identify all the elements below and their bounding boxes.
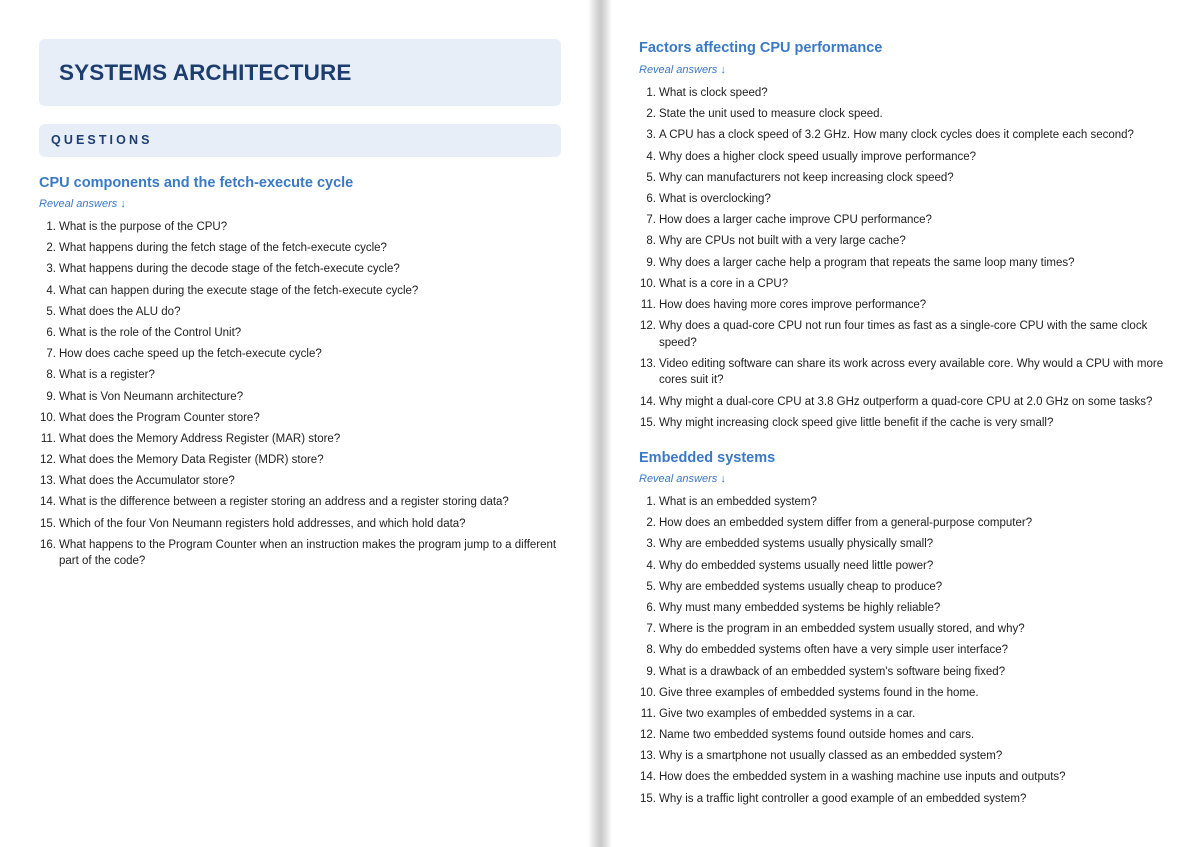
question-number: 2. [646,517,656,530]
question-item [39,473,561,490]
question-item [639,558,1169,575]
question-item [39,537,561,570]
question-item [39,219,561,236]
right-page [612,0,1200,847]
question-text: What is the role of the Control Unit? [59,326,242,339]
question-number: 12. [40,454,56,467]
question-number: 3. [646,538,656,551]
question-text: Why do embedded systems usually need little power? [659,559,934,572]
section-title-cpu-components: CPU components and the fetch-execute cycle [39,175,354,191]
question-item [639,297,1169,314]
question-number: 10. [40,411,56,424]
question-text: What is a core in a CPU? [659,277,789,290]
question-item [39,494,561,511]
question-text: Why do embedded systems often have a very simple user interface? [659,644,1009,657]
question-item [639,536,1169,553]
questions-heading: QUESTIONS [51,133,153,147]
question-text: A CPU has a clock speed of 3.2 GHz. How many clock cycles does it complete each second? [659,129,1134,142]
question-item [39,410,561,427]
question-number: 6. [46,326,56,339]
question-text: Why might increasing clock speed give little benefit if the cache is very small? [659,416,1054,429]
question-list-embedded-systems [639,494,1169,812]
question-text: Which of the four Von Neumann registers hold addresses, and which hold data? [59,517,466,530]
question-text: Where is the program in an embedded system usually stored, and why? [659,623,1025,636]
question-item [39,367,561,384]
question-number: 5. [46,305,56,318]
question-item [639,276,1169,293]
question-number: 8. [46,369,56,382]
question-number: 13. [640,750,656,763]
question-text: What happens during the decode stage of the fetch-execute cycle? [59,263,400,276]
question-number: 5. [646,171,656,184]
question-text: Why does a quad-core CPU not run four times as fast as a single-core CPU with the same clock speed? [659,320,1148,349]
question-text: What does the Accumulator store? [59,475,235,488]
question-text: Video editing software can share its work across every available core. Why would a CPU with more cores suit it? [659,357,1164,387]
question-number: 1. [646,496,656,508]
reveal-answers-link-cpu-components[interactable] [39,198,126,210]
question-number: 11. [40,432,56,445]
question-text: What does the ALU do? [59,305,181,318]
question-number: 15. [40,517,56,530]
question-number: 8. [646,235,656,248]
question-item [39,452,561,469]
question-item [639,515,1169,532]
question-text: How does a larger cache improve CPU performance? [659,214,932,227]
page-title: SYSTEMS ARCHITECTURE [59,60,352,85]
question-text: What happens to the Program Counter when an instruction makes the program jump to a different part of the code? [59,538,557,568]
question-number: 13. [640,357,656,370]
question-text: Why are embedded systems usually cheap to produce? [659,580,943,593]
question-text: What is the purpose of the CPU? [59,221,228,233]
question-text: What does the Memory Data Register (MDR) store? [59,454,324,467]
question-text: Why can manufacturers not keep increasing clock speed? [659,171,954,184]
reveal-answers-link-embedded-systems[interactable] [639,473,726,485]
question-text: How does having more cores improve performance? [659,298,927,311]
question-text: Why does a higher clock speed usually improve performance? [659,150,977,163]
question-text: Why might a dual-core CPU at 3.8 GHz outperform a quad-core CPU at 2.0 GHz on some tasks? [659,395,1153,408]
question-text: What does the Memory Address Register (MAR) store? [59,432,341,445]
questions-banner [39,124,561,157]
question-number: 7. [46,348,56,361]
question-number: 4. [646,150,656,163]
question-item [639,233,1169,250]
left-page [0,0,588,847]
question-item [639,621,1169,638]
question-item [639,494,1169,511]
question-text: What can happen during the execute stage of the fetch-execute cycle? [59,284,419,297]
question-number: 12. [640,320,656,333]
reveal-answers-label: Reveal answers [639,473,718,485]
question-number: 2. [46,242,56,255]
question-number: 1. [46,221,56,233]
question-item [639,664,1169,681]
question-text: What is an embedded system? [659,496,817,508]
question-item [639,769,1169,786]
reveal-answers-label: Reveal answers [639,64,718,76]
question-text: What is a drawback of an embedded system's software being fixed? [659,665,1006,678]
arrow-down-icon: ↓ [120,198,126,210]
page-gutter [588,0,612,847]
question-item [639,748,1169,765]
question-item [639,415,1169,432]
question-text: What is a register? [59,369,155,382]
question-number: 4. [646,559,656,572]
question-number: 9. [646,256,656,269]
question-text: What is clock speed? [659,87,768,99]
question-number: 7. [646,214,656,227]
question-item [39,431,561,448]
question-item [639,356,1169,389]
question-item [639,791,1169,808]
question-item [639,170,1169,187]
question-number: 1. [646,87,656,99]
question-number: 8. [646,644,656,657]
question-item [639,318,1169,351]
question-number: 9. [646,665,656,678]
question-item [39,240,561,257]
question-item [39,346,561,363]
question-item [639,85,1169,102]
question-number: 10. [640,277,656,290]
question-item [39,389,561,406]
question-number: 2. [646,108,656,121]
question-number: 13. [40,475,56,488]
question-list-cpu-components [39,219,561,575]
question-number: 3. [646,129,656,142]
question-text: How does the embedded system in a washing machine use inputs and outputs? [659,771,1066,784]
question-number: 3. [46,263,56,276]
question-number: 6. [646,601,656,614]
arrow-down-icon: ↓ [720,64,726,76]
question-text: Give three examples of embedded systems found in the home. [659,686,979,699]
question-number: 15. [640,416,656,429]
question-text: What happens during the fetch stage of the fetch-execute cycle? [59,242,387,255]
question-item [639,600,1169,617]
question-item [639,706,1169,723]
question-number: 7. [646,623,656,636]
question-item [639,727,1169,744]
question-text: What is the difference between a register storing an address and a register storing data? [59,496,509,509]
question-number: 16. [40,538,56,551]
question-number: 6. [646,192,656,205]
question-number: 11. [640,707,656,720]
question-text: Why is a traffic light controller a good example of an embedded system? [659,792,1027,805]
question-text: What does the Program Counter store? [59,411,260,424]
question-item [39,325,561,342]
question-item [639,642,1169,659]
question-number: 11. [640,298,656,311]
question-number: 10. [640,686,656,699]
question-item [39,304,561,321]
question-text: Give two examples of embedded systems in a car. [659,707,916,720]
question-item [39,261,561,278]
question-item [39,283,561,300]
question-number: 15. [640,792,656,805]
question-text: Why are embedded systems usually physically small? [659,538,934,551]
question-text: How does cache speed up the fetch-execute cycle? [59,348,322,361]
question-text: Why must many embedded systems be highly reliable? [659,601,941,614]
question-number: 14. [40,496,56,509]
question-text: Name two embedded systems found outside homes and cars. [659,729,975,742]
question-number: 14. [640,771,656,784]
question-text: Why is a smartphone not usually classed as an embedded system? [659,750,1003,763]
question-text: How does an embedded system differ from a general-purpose computer? [659,517,1033,530]
question-item [639,255,1169,272]
question-text: State the unit used to measure clock speed. [659,108,883,121]
question-item [639,579,1169,596]
question-item [639,127,1169,144]
question-item [639,212,1169,229]
question-text: What is Von Neumann architecture? [59,390,244,403]
question-item [639,394,1169,411]
question-item [639,149,1169,166]
title-banner [39,39,561,106]
section-title-cpu-performance: Factors affecting CPU performance [639,40,883,56]
question-number: 14. [640,395,656,408]
question-item [639,191,1169,208]
question-item [639,106,1169,123]
question-text: Why does a larger cache help a program that repeats the same loop many times? [659,256,1075,269]
question-number: 9. [46,390,56,403]
reveal-answers-label: Reveal answers [39,198,118,210]
question-text: Why are CPUs not built with a very large cache? [659,235,906,248]
question-list-cpu-performance [639,85,1169,436]
arrow-down-icon: ↓ [720,473,726,485]
question-item [639,685,1169,702]
question-number: 4. [46,284,56,297]
section-title-embedded-systems: Embedded systems [639,450,776,466]
question-number: 12. [640,729,656,742]
reveal-answers-link-cpu-performance[interactable] [639,64,726,76]
question-item [39,516,561,533]
question-text: What is overclocking? [659,192,771,205]
question-number: 5. [646,580,656,593]
